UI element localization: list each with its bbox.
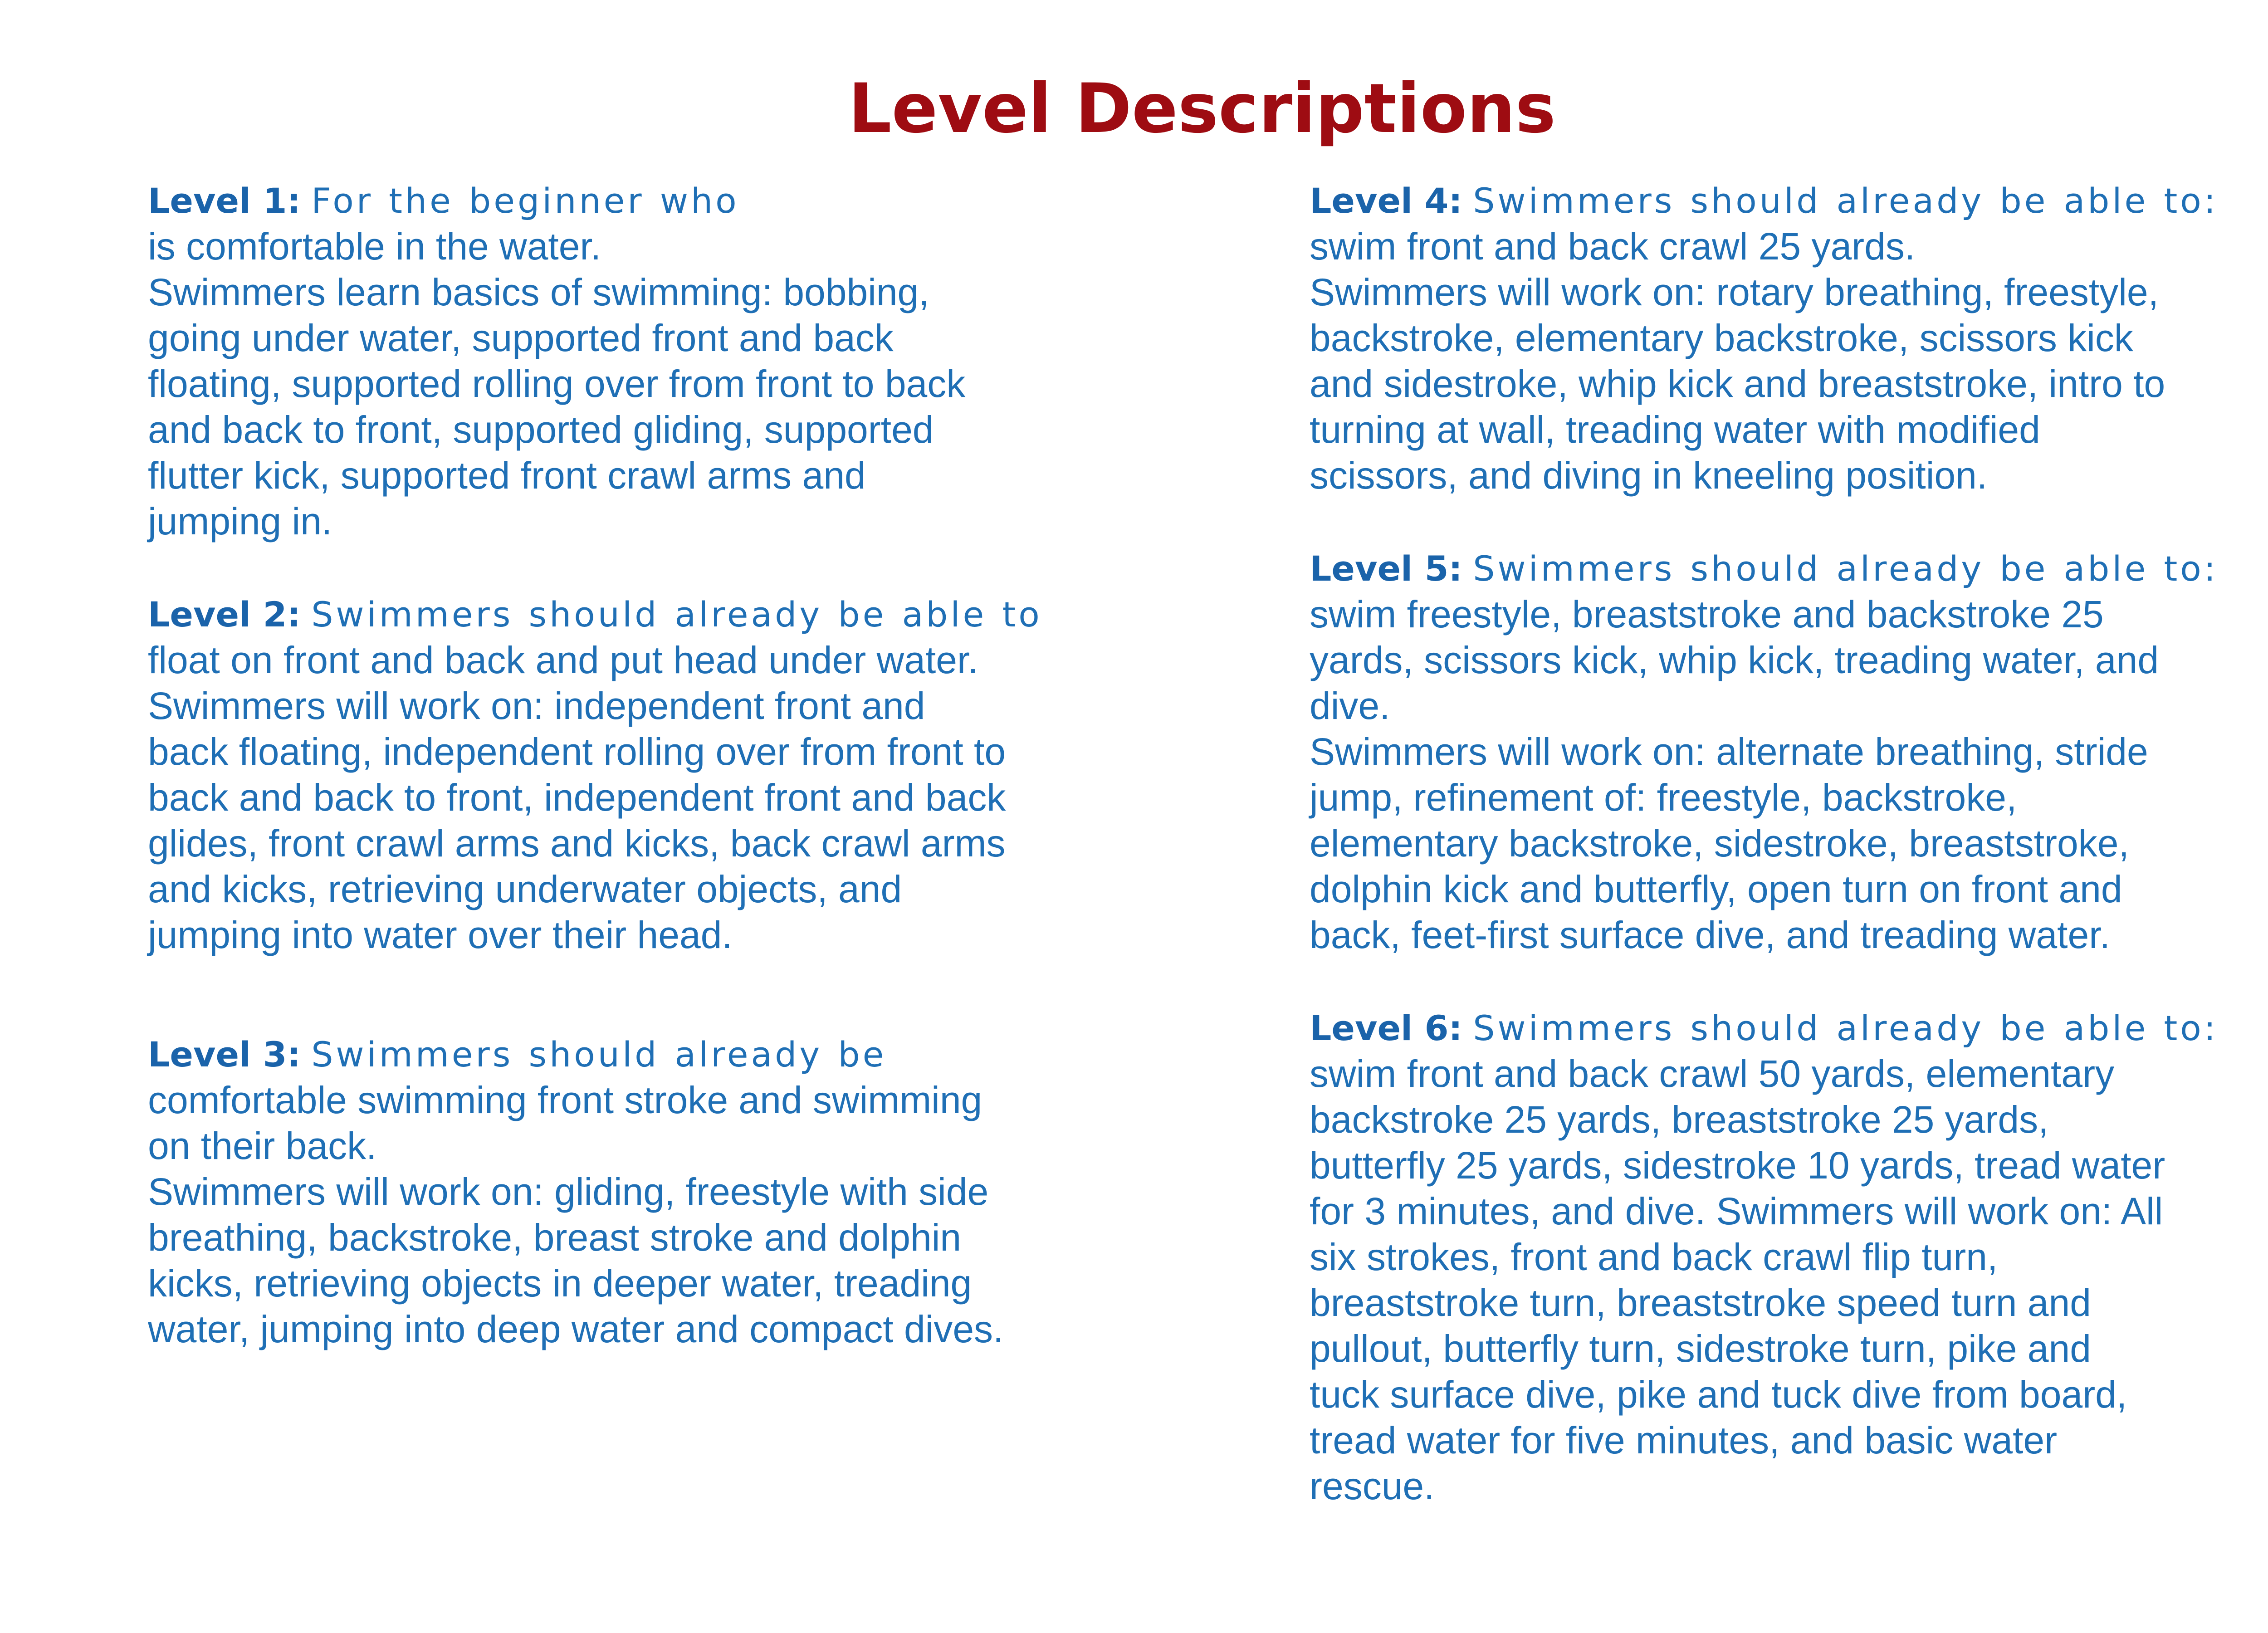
level-text-line: float on front and back and put head under water. bbox=[148, 639, 978, 681]
level-text-line: rescue. bbox=[1310, 1465, 1435, 1507]
level-text-line: for 3 minutes, and dive. Swimmers will work on: All bbox=[1310, 1190, 2163, 1232]
level-text-line: comfortable swimming front stroke and swimming bbox=[148, 1079, 982, 1121]
level-text-line: is comfortable in the water. bbox=[148, 225, 601, 268]
level-label: Level 6: bbox=[1310, 1008, 1462, 1048]
level-text-line: jumping in. bbox=[148, 500, 332, 543]
level-text-line: Swimmers will work on: alternate breathing, stride bbox=[1310, 730, 2148, 773]
level-text-line: jump, refinement of: freestyle, backstroke, bbox=[1310, 776, 2017, 819]
level-label: Level 2: bbox=[148, 594, 301, 635]
level-text-line: pullout, butterfly turn, sidestroke turn, pike and bbox=[1310, 1327, 2091, 1370]
level-text-line: dolphin kick and butterfly, open turn on front and bbox=[1310, 868, 2122, 910]
level-1-description bbox=[148, 177, 1073, 544]
level-text-line: elementary backstroke, sidestroke, breaststroke, bbox=[1310, 822, 2129, 865]
level-text-line: water, jumping into deep water and compact dives. bbox=[148, 1308, 1004, 1350]
level-intro: Swimmers should already be able to: bbox=[1473, 1008, 2219, 1048]
level-text-line: Swimmers learn basics of swimming: bobbing, bbox=[148, 271, 929, 313]
level-label: Level 3: bbox=[148, 1034, 301, 1075]
level-label: Level 4: bbox=[1310, 181, 1462, 221]
level-text-line: tuck surface dive, pike and tuck dive from board, bbox=[1310, 1373, 2127, 1416]
level-text-line: tread water for five minutes, and basic water bbox=[1310, 1419, 2058, 1462]
level-3-description bbox=[148, 1031, 1073, 1352]
level-label: Level 5: bbox=[1310, 548, 1462, 589]
level-6-description bbox=[1310, 1004, 2235, 1509]
level-text-line: and sidestroke, whip kick and breaststroke, intro to bbox=[1310, 362, 2165, 405]
level-text-line: floating, supported rolling over from front to back bbox=[148, 362, 966, 405]
level-text-line: six strokes, front and back crawl flip turn, bbox=[1310, 1236, 1998, 1278]
level-text-line: yards, scissors kick, whip kick, treading water, and bbox=[1310, 639, 2159, 681]
level-2-description bbox=[148, 591, 1073, 958]
level-text-line: glides, front crawl arms and kicks, back crawl arms bbox=[148, 822, 1006, 865]
level-5-description bbox=[1310, 545, 2235, 958]
level-text-line: backstroke, elementary backstroke, scissors kick bbox=[1310, 317, 2133, 359]
level-text-line: back and back to front, independent front and back bbox=[148, 776, 1006, 819]
level-text-line: scissors, and diving in kneeling position. bbox=[1310, 454, 1988, 497]
level-text-line: jumping into water over their head. bbox=[148, 914, 733, 956]
level-text-line: turning at wall, treading water with modified bbox=[1310, 408, 2040, 451]
level-text-line: Swimmers will work on: independent front and bbox=[148, 684, 925, 727]
level-text-line: going under water, supported front and back bbox=[148, 317, 894, 359]
level-intro: Swimmers should already be able to bbox=[311, 594, 1042, 635]
level-intro: Swimmers should already be able to: bbox=[1473, 548, 2219, 589]
level-intro: Swimmers should already be bbox=[311, 1034, 887, 1075]
level-text-line: breaststroke turn, breaststroke speed turn and bbox=[1310, 1281, 2091, 1324]
level-text-line: butterfly 25 yards, sidestroke 10 yards, tread water bbox=[1310, 1144, 2165, 1187]
level-text-line: back, feet-first surface dive, and treading water. bbox=[1310, 914, 2110, 956]
level-intro: Swimmers should already be able to: bbox=[1473, 181, 2219, 221]
level-text-line: backstroke 25 yards, breaststroke 25 yards, bbox=[1310, 1098, 2049, 1141]
level-text-line: swim freestyle, breaststroke and backstroke 25 bbox=[1310, 593, 2104, 636]
level-text-line: swim front and back crawl 50 yards, elementary bbox=[1310, 1052, 2115, 1095]
level-text-line: swim front and back crawl 25 yards. bbox=[1310, 225, 1916, 268]
right-column bbox=[1310, 177, 2235, 1509]
level-text-line: on their back. bbox=[148, 1125, 377, 1167]
level-text-line: and kicks, retrieving underwater objects, and bbox=[148, 868, 902, 910]
level-text-line: and back to front, supported gliding, supported bbox=[148, 408, 934, 451]
page-title: Level Descriptions bbox=[848, 69, 1556, 148]
left-column bbox=[148, 177, 1073, 1352]
level-intro: For the beginner who bbox=[311, 181, 739, 221]
level-text-line: kicks, retrieving objects in deeper water, treading bbox=[148, 1262, 972, 1305]
level-label: Level 1: bbox=[148, 181, 301, 221]
level-text-line: dive. bbox=[1310, 684, 1390, 727]
level-4-description bbox=[1310, 177, 2235, 499]
level-text-line: Swimmers will work on: gliding, freestyle with side bbox=[148, 1170, 989, 1213]
level-text-line: Swimmers will work on: rotary breathing, freestyle, bbox=[1310, 271, 2159, 313]
level-text-line: flutter kick, supported front crawl arms and bbox=[148, 454, 866, 497]
level-text-line: back floating, independent rolling over from front to bbox=[148, 730, 1006, 773]
level-text-line: breathing, backstroke, breast stroke and dolphin bbox=[148, 1216, 962, 1259]
